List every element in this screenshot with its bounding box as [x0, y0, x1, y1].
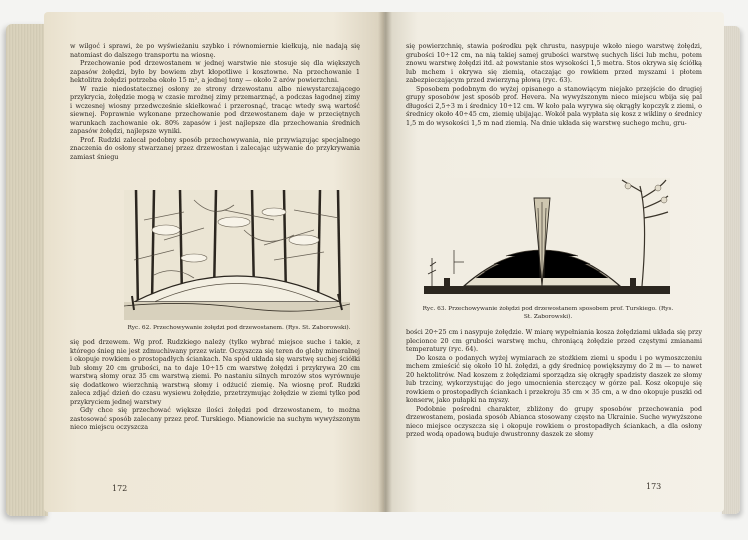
right-text-top [406, 42, 702, 127]
right-page [384, 12, 724, 512]
page-stack-left [6, 24, 48, 516]
left-text-top [70, 42, 360, 161]
left-paragraph: w wilgoć i sprawi, że po wyświeżaniu szybko i równomiernie kiełkują, nie nadają się natomiast do dalszego transportu na wiosnę. [70, 42, 360, 59]
left-text-bottom [70, 338, 360, 432]
left-page [44, 12, 384, 512]
left-paragraph: Przechowanie pod drzewostanem w jednej warstwie nie stosuje się dla większych zapasów żołędzi, było by bowiem zbyt kłopotliwe i kosztowne. Na przechowanie 1 hektolitra żołędzi potrzeba około 15 m², a jednej tony — około 2 arów powierzchni. [70, 59, 360, 84]
right-paragraph: Podobnie pośredni charakter, zbliżony do grupy sposobów przechowania pod drzewostanem, posiada sposób Abianca stosowany często na Ukrainie. Suche wywyższone nieco miejsce oczyszcza się i okopuje rowkiem o prostopadłych ściankach, a dla osłony przed wodą opadową buduje dwustronny daszek ze słomy [406, 404, 702, 438]
figure-62-illustration [124, 190, 350, 320]
left-paragraph: W razie niedostatecznej osłony ze strony drzewostanu albo niewystarczającego przykrycia, żołędzie mogą w czasie mroźnej zimy przemarznąć, a podczas łagodnej zimy i wczesnej wiosny przedwcześnie skiełkować i przerosnąć, tracąc wtedy swą wartość siewnej. Poprawnie wykonane przechowanie pod drzewostanem daje w przeciętnych warunkach zachowanie ok. 80% zapasów i jest najlepsze dla przechowania średnich zapasów żołędzi, najlepsze wyniki. [70, 84, 360, 135]
right-paragraph: się powierzchnię, stawia pośrodku pęk chrustu, nasypuje wkoło niego warstwę żołędzi, grubości 10÷12 cm, na nią takiej samej grubości warstwę suchych liści lub mchu, potem znowu warstwę żołędzi itd. aż powstanie stos wysokości 1,5 metra. Stos okrywa się ściółką lub mchem i okrywa się ziemią, otaczając go rowkiem przed myszami i płotem zabezpieczającym przed zwierzyną płową (ryc. 63). [406, 42, 702, 84]
right-paragraph: Sposobem podobnym do wyżej opisanego a stanowiącym niejako przejście do drugiej grupy sposobów jest sposób prof. Hevera. Na wywyższonym nieco miejscu wbija się pal długości 2,5÷3 m i średnicy 10÷12 cm. W koło pala wyrywa się okrągły kopczyk z ziemi, o średnicy około 40÷45 cm, ziemię ubijając. Wokół pala wypłata się kosz z wikliny o średnicy 1,5 m do wysokości 1,5 m nad ziemią. Na dnie układa się warstwę suchego mchu, gru- [406, 84, 702, 127]
right-paragraph: bości 20÷25 cm i nasypuje żołędzie. W miarę wypełniania kosza żołędziami układa się przy plecionce 20 cm grubości warstwę mchu, chroniącą żołędzie przed częstymi zmianami temperatury (ryc. 64). [406, 328, 702, 353]
left-paragraph: Prof. Rudzki zalecał podobny sposób przechowywania, nie przywiązując specjalnego znaczenia do osłony stwarzanej przez drzewostan i zalecając używanie do przykrywania zamiast śniegu [70, 135, 360, 161]
left-page-number: 172 [112, 484, 128, 493]
right-text-bottom [406, 328, 702, 439]
figure-63-caption: Ryc. 63. Przechowywanie żołędzi pod drzewostanem sposobem prof. Turskiego. (Rys. St. Zaborowski). [422, 306, 674, 320]
book-gutter [378, 12, 392, 512]
figure-63-illustration [424, 178, 670, 300]
left-paragraph: się pod drzewem. Wg prof. Rudzkiego należy (tylko wybrać miejsce suche i takie, z którego śnieg nie jest zdmuchiwany przez wiatr. Oczyszcza się teren do gleby mineralnej i okopuje rowkiem o prostopadłych ściankach. Na spód układa się warstwę suchej ściółki lub słomy 20 cm grubości, na to daje 10÷15 cm warstwę żołędzi i przykrywa 20 cm warstwą słomy oraz 35 cm warstwą ziemi. Po nastaniu silnych mrozów stos wyrównuje się dodatkowo wierzchnią warstwą słomy i odżucić ziemię. Na wiosnę prof. Rudzki zaleca zdjąć dzień do czasu wysiewu żołędzie, przetrzymując żołędzie w ziemi tylko pod przykryciem jednej warstwy [70, 338, 360, 406]
page-stack-right [722, 26, 740, 514]
left-paragraph: Gdy chce się przechować większe ilości żołędzi pod drzewostanem, to można zastosować sposób zalecany przez prof. Turskiego. Mianowicie na suchym wywyższonym nieco miejscu oczyszcza [70, 406, 360, 431]
right-page-number: 173 [646, 482, 662, 491]
right-paragraph: Do kosza o podanych wyżej wymiarach ze stożkiem ziemi u spodu i po wymoszczeniu mchem zmieścić się około 10 hl. żołędzi, a gdy średnicę powiększymy do 2 m — to nawet 20 hektolitrów. Nad koszem z żołędziami sporządza się okrągły spadzisty daszek ze słomy lub trzciny, wykorzystując do jego umocnienia sterczący w górze pal. Kosz okopuje się rowkiem o prostopadłych ściankach i przekroju 35 cm × 35 cm, a w dno okopuje puszki od konserw, jako pułapki na myszy. [406, 353, 702, 404]
figure-62-caption: Ryc. 62. Przechowywanie żołędzi pod drzewostanem. (Rys. St. Zaborowski). [127, 325, 351, 331]
